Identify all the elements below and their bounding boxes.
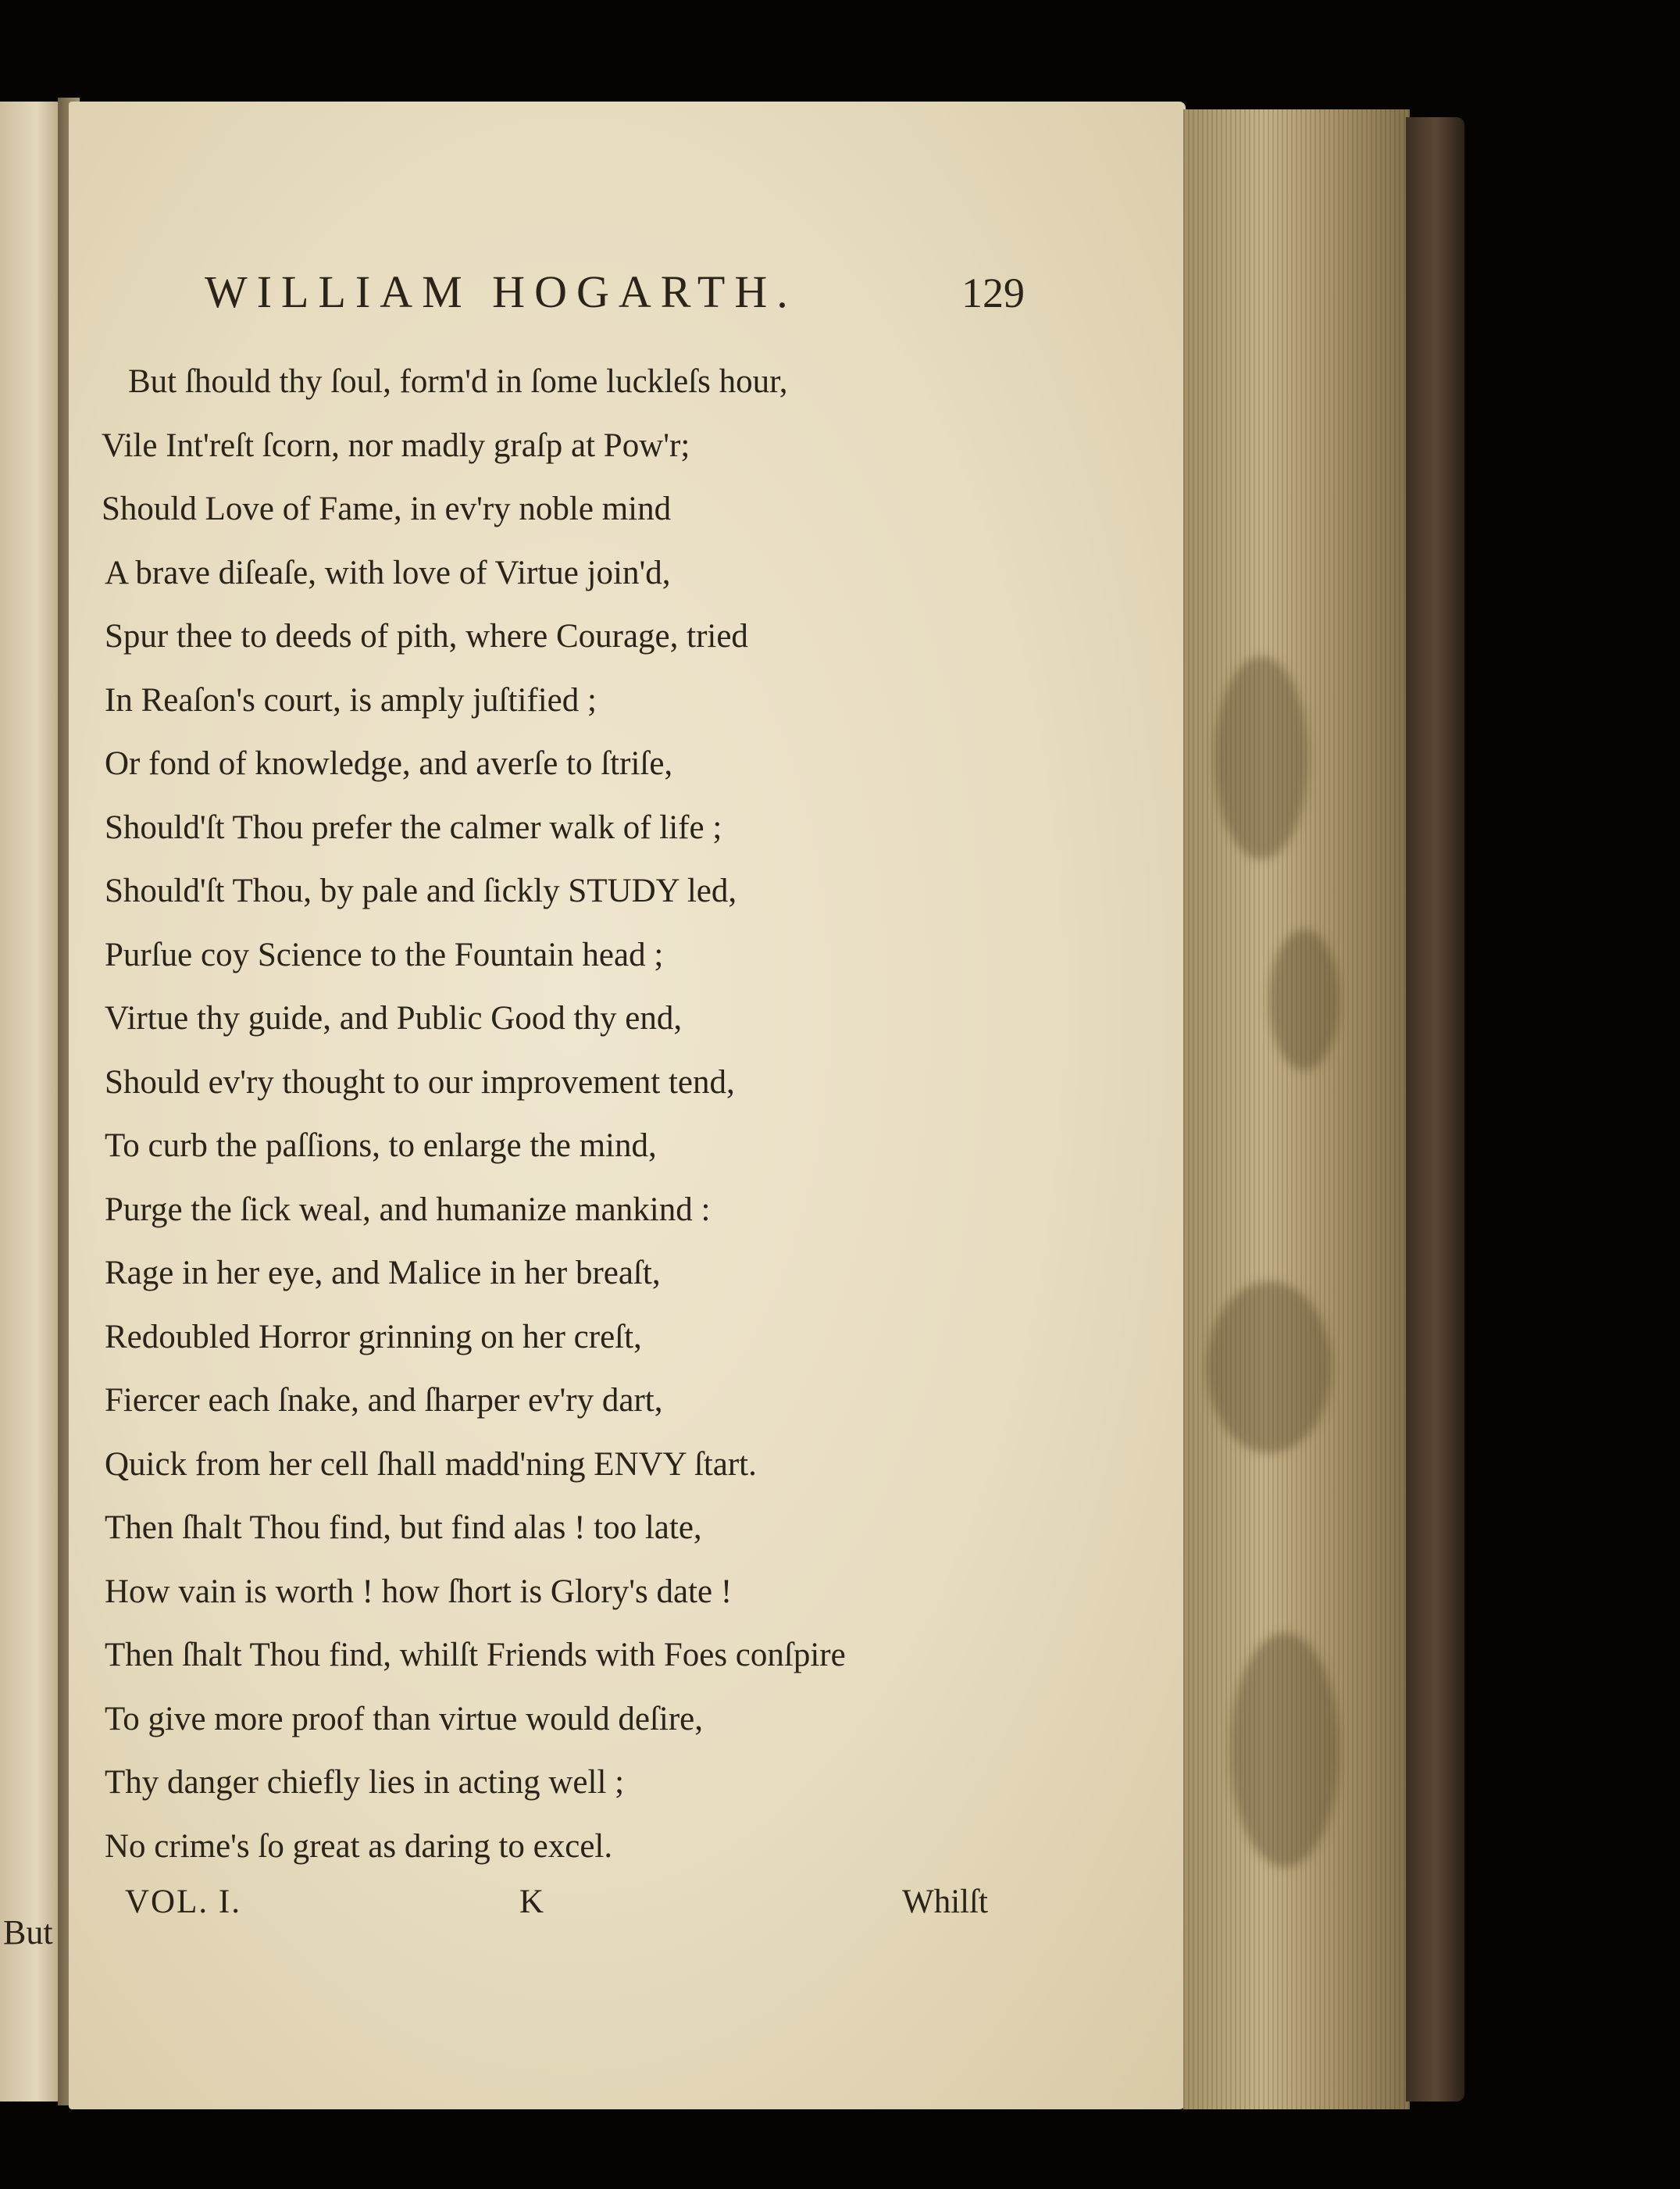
verse-line: In Reaſon's court, is amply juſtified ; xyxy=(105,681,597,719)
signature-mark: K xyxy=(519,1884,544,1920)
verse-line: Vile Int'reſt ſcorn, nor madly graſp at Pow'r; xyxy=(102,427,690,464)
page-footer xyxy=(125,1883,988,1937)
verse-line: Or fond of knowledge, and averſe to ſtriſe, xyxy=(105,745,673,782)
verse-line: Virtue thy guide, and Public Good thy end, xyxy=(105,1000,683,1037)
left-facing-page xyxy=(0,102,61,2102)
verse-line: To give more proof than virtue would deſire, xyxy=(105,1700,704,1737)
left-page-catchword: But xyxy=(3,1913,53,1952)
verse-line: Purſue coy Science to the Fountain head ; xyxy=(105,936,664,973)
edge-stain xyxy=(1230,1633,1339,1867)
verse-line: Quick from her cell ſhall madd'ning ENVY ſtart. xyxy=(105,1445,757,1483)
page-number: 129 xyxy=(961,270,1025,316)
verse-line: Should'ſt Thou, by pale and ſickly STUDY led, xyxy=(105,873,737,909)
running-header xyxy=(205,266,1025,328)
verse-line: Thy danger chiefly lies in acting well ; xyxy=(105,1764,625,1801)
poem-verse xyxy=(102,350,1008,1878)
edge-stain xyxy=(1207,1281,1332,1453)
catchword: Whilſt xyxy=(902,1884,988,1920)
verse-line: Should Love of Fame, in ev'ry noble mind xyxy=(102,491,672,527)
verse-line: Should ev'ry thought to our improvement tend, xyxy=(105,1063,735,1101)
verse-line: Should'ſt Thou prefer the calmer walk of life ; xyxy=(105,809,722,846)
verse-line: How vain is worth ! how ſhort is Glory's date ! xyxy=(105,1573,733,1610)
verse-line: Redoubled Horror grinning on her creſt, xyxy=(105,1318,642,1355)
verse-line: Fiercer each ſnake, and ſharper ev'ry dart, xyxy=(105,1382,663,1419)
verse-line: No crime's ſo great as daring to excel. xyxy=(105,1827,613,1865)
verse-line: To curb the paſſions, to enlarge the mind, xyxy=(105,1127,657,1164)
verse-line: Rage in her eye, and Malice in her breaſt, xyxy=(105,1255,661,1291)
volume-mark: VOL. I. xyxy=(125,1884,241,1920)
book-cover-edge xyxy=(1406,117,1464,2102)
verse-line: Purge the ſick weal, and humanize mankind : xyxy=(105,1191,711,1228)
verse-line: A brave diſeaſe, with love of Virtue join'd, xyxy=(105,554,671,591)
verse-line: But ſhould thy ſoul, form'd in ſome luckleſs hour, xyxy=(128,363,788,400)
verse-line: Spur thee to deeds of pith, where Courage, tried xyxy=(105,618,748,655)
edge-stain xyxy=(1215,656,1308,859)
edge-stain xyxy=(1269,930,1339,1070)
running-title: WILLIAM HOGARTH. xyxy=(205,266,797,317)
verse-line: Then ſhalt Thou find, but find alas ! too late, xyxy=(105,1509,702,1546)
page-fore-edge xyxy=(1183,109,1410,2109)
verse-line: Then ſhalt Thou find, whilſt Friends with Foes conſpire xyxy=(105,1637,846,1673)
